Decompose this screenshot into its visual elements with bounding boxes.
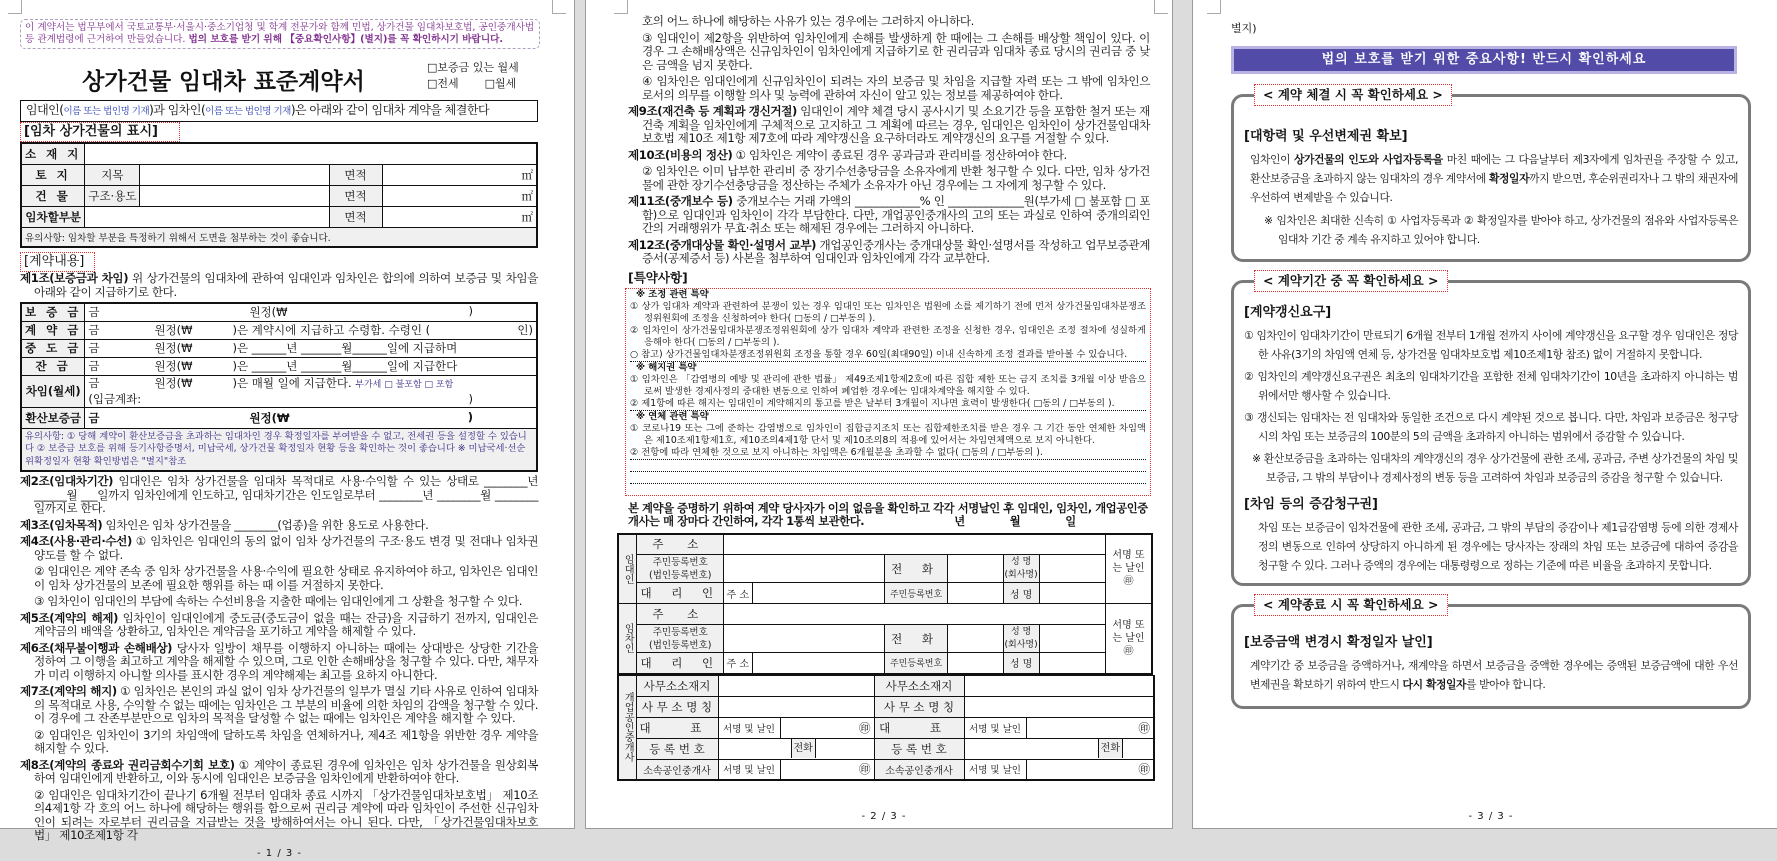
page-3 bbox=[1192, 0, 1777, 829]
box2-note: ※ 환산보증금을 초과하는 임대차의 계약갱신의 경우 상가건물에 관한 조세, 공과금, 주변 상가건물의 차임 및 보증금, 그 밖의 부담이나 경제사정의 변동 등을 고려하여 차임과 보증금의 증감을 청구할 수 있습니다. bbox=[1252, 452, 1738, 484]
box2-heading: [계약갱신요구] bbox=[1244, 305, 1332, 320]
special-terms-box[interactable] bbox=[625, 288, 1151, 496]
article-paragraph bbox=[20, 519, 538, 533]
payment-table: 보 증 금 금 원정(₩ ) 계 약 금 금 원정(₩ )은 계약시에 지급하고 수령함. 수령인 ( 인) 중 도 금 금 원정(₩ )은 ______년 _______월______일에 지급하며 잔 금 금 원정(₩ )은 ______년 _______월______일에 지급한다 차임(월세) 금 원정(₩ )은 매월 일에 지급한다. 부가세 □ 불포함 □ 포함 (입금계좌: ) 환산보증금 금 원정(₩ ) 유의사항: ① 당해 계약이 환산보증금을 초과하는 임대차인 경우 확정일자를 부여받을 수 없고, 전세권 등을 설정할 수 있습니다 ② 보증금 보호를 위해 등기사항증명서, 미납국세, 상가건물 확정일자 현황 등을 확인하는 것이 좋습니다 ※ 미납국세·선순위확정일자 현황 확인방법은 "별지"참조 bbox=[20, 302, 538, 472]
location-field[interactable] bbox=[85, 143, 537, 164]
payment-note: 유의사항: ① 당해 계약이 환산보증금을 초과하는 임대차인 경우 확정일자를 부여받을 수 없고, 전세권 등을 설정할 수 있습니다 ② 보증금 보호를 위해 등기사항증명서, 미납국세, 상가건물 확정일자 현황 등을 확인하는 것이 좋습니다 ※ 미납국세·선순위확정일자 현황 확인방법은 "별지"참조 bbox=[21, 428, 537, 471]
article-heading: 제12조(중개대상물 확인·설명서 교부) bbox=[628, 237, 817, 252]
contract-type-options bbox=[427, 60, 539, 92]
blank-special-line[interactable] bbox=[630, 471, 1146, 483]
articles-8-12 bbox=[628, 12, 1150, 266]
tenant-address-field[interactable] bbox=[724, 604, 1106, 625]
article-text: 임대인이 계약 체결 당시 공사시기 및 소요기간 등을 포함한 철거 또는 재건축 계획을 임차인에게 구체적으로 고지하고 그 계획에 따르는 경우, 임대인은 임차인이 상가건물임대차보호법 제10조 제1항 제7호에 따라 계약갱신을 요구하더라도 계약갱신의 요구를 거절할 수 있다. bbox=[642, 104, 1150, 145]
article-paragraph bbox=[628, 149, 1150, 163]
closing-statement: 본 계약을 증명하기 위하여 계약 당사자가 이의 없음을 확인하고 각각 서명날인 후 임대인, 임차인, 개업공인중개사는 매 장마다 간인하여, 각각 1통씩 보관한다. 년 월 일 bbox=[628, 501, 1148, 528]
tenant-seal[interactable]: 서명 또는 날인㊞ bbox=[1105, 604, 1152, 674]
option-deposit-monthly[interactable]: □보증금 있는 월세 bbox=[427, 60, 519, 74]
signature-table: 임대인 주 소 서명 또는 날인㊞ 주민등록번호 (법인등록번호) 전 화 성 명 (회사명) 대 리 인 주 소 주민등록번호 성 명 임차인 주 소 서명 또는 날인㊞ 주민등록번호 (법인등록번호) 전 화 성 명 (회사명) 대 리 인 주 소 주민등록번호 성 명 개업공인중개사 사무소소재지 사무소소재지 사 무 소 명 칭 사 무 소 명 칭 대 표 서명 및 날인 ㊞ 대 표 서명 및 날인 ㊞ 등 록 번 호 전화 등 록 번 호 전화 소속공인중개사 서명 및 날인 ㊞ 소속공인중개사 서명 및 날인 ㊞ bbox=[617, 533, 1153, 782]
article-paragraph bbox=[20, 685, 538, 726]
article-paragraph bbox=[20, 535, 538, 562]
broker2-assoc-seal[interactable]: ㊞ bbox=[1026, 759, 1154, 780]
legal-notice: 이 계약서는 법무부에서 국토교통부·서울시·중소기업청 및 학계 전문가와 함께 민법, 상가건물 임대차보호법, 공인중개사법 등 관계법령에 근거하여 만들었습니다. 법의 보호를 받기 위해 【중요확인사항】(별지)를 꼭 확인하시기 바랍니다. bbox=[20, 19, 540, 49]
landlord-agent-address[interactable] bbox=[752, 583, 885, 604]
broker1-rep-seal[interactable]: ㊞ bbox=[780, 717, 874, 738]
broker2-rep-seal[interactable]: ㊞ bbox=[1026, 717, 1154, 738]
article-heading: 제9조(재건축 등 계획과 갱신거절) bbox=[628, 104, 797, 118]
article-paragraph bbox=[20, 642, 538, 683]
intro-line: 임대인(이름 또는 법인명 기재)과 임차인(이름 또는 법인명 기재)은 아래와 같이 임대차 계약을 체결한다 bbox=[20, 100, 538, 122]
landlord-id-field[interactable] bbox=[724, 555, 885, 583]
tenant-phone-field[interactable] bbox=[947, 625, 1003, 653]
article-text: ① 임차인은 계약이 종료된 경우 공과금과 관리비를 정산하여야 한다. bbox=[732, 147, 1067, 162]
broker2-office-address[interactable] bbox=[964, 675, 1154, 696]
article-heading: 제5조(계약의 해제) bbox=[20, 610, 118, 625]
leased-area-field[interactable]: ㎡ bbox=[382, 206, 537, 227]
landlord-agent-name[interactable] bbox=[1039, 583, 1105, 604]
article-paragraph bbox=[628, 32, 1150, 73]
article-heading: 제10조(비용의 정산) bbox=[628, 147, 733, 162]
landlord-seal[interactable]: 서명 또는 날인㊞ bbox=[1105, 534, 1152, 604]
landlord-agent-id[interactable] bbox=[947, 583, 1003, 604]
option-monthly[interactable]: □월세 bbox=[484, 76, 517, 90]
article-text: ① 임차인은 임대인의 동의 없이 임차 상가건물의 구조·용도 변경 및 전대나 임차권 양도를 할 수 없다. bbox=[34, 534, 538, 562]
special-term-item: ② 임차인이 상가건물임대차분쟁조정위원회에 상가 임대차 계약과 관련한 조정을 신청한 경우, 임대인은 조정 절차에 성실하게 응해야 한다( □동의 / □부동의 ). bbox=[630, 324, 1146, 348]
middle-payment-field[interactable]: 금 원정(₩ )은 ______년 _______월______일에 지급하며 bbox=[85, 339, 537, 357]
broker1-assoc-seal[interactable]: ㊞ bbox=[780, 759, 874, 780]
box1-paragraph: 임차인이 상가건물의 인도와 사업자등록을 마친 때에는 그 다음날부터 제3자에게 임차권을 주장할 수 있고, 환산보증금을 초과하지 않는 임대차의 경우 계약서에 확정일자까지 받으면, 후순위권리자나 그 밖의 채권자에 우선하여 변제받을 수 있습니다. bbox=[1250, 153, 1738, 204]
special-term-group bbox=[630, 289, 1146, 361]
rent-field[interactable]: 금 원정(₩ )은 매월 일에 지급한다. 부가세 □ 불포함 □ 포함 (입금계좌: ) bbox=[85, 375, 537, 407]
article-heading: 제8조(계약의 종료와 권리금회수기회 보호) bbox=[20, 757, 235, 772]
annex-label: 별지) bbox=[1231, 22, 1257, 35]
special-term-group bbox=[630, 361, 1146, 410]
landlord-phone-field[interactable] bbox=[947, 555, 1003, 583]
special-term-heading: ※ 해지권 특약 bbox=[636, 361, 697, 373]
broker1-office-address[interactable] bbox=[718, 675, 874, 696]
article-text: ② 임대인은 임차인이 3기의 차임액에 달하도록 차임을 연체하거나, 제4조 제1항을 위반한 경우 계약을 해지할 수 있다. bbox=[34, 727, 538, 755]
box2-item: ② 임차인의 계약갱신요구권은 최초의 임대차기간을 포함한 전체 임대차기간이 10년을 초과하지 아니하는 범위에서만 행사할 수 있습니다. bbox=[1244, 370, 1738, 402]
box-contract-period bbox=[1231, 273, 1751, 586]
land-type-field[interactable] bbox=[140, 164, 329, 185]
article-heading: 제4조(사용·관리·수선) bbox=[20, 534, 132, 548]
article-text: ② 임차인은 이미 납부한 관리비 중 장기수선충당금을 소유자에게 반환 청구할 수 있다. 다만, 임차 상가건물에 관한 장기수선충당금을 정산하는 주체가 소유자가 아닌 경우에는 그 자에게 청구할 수 있다. bbox=[642, 164, 1150, 192]
article-text: 당사자 일방이 채무를 이행하지 아니하는 때에는 상대방은 상당한 기간을 정하여 그 이행을 최고하고 계약을 해제할 수 있으며, 그로 인한 손해배상을 청구할 수 있다. 다만, 채무자가 미리 이행하지 아니할 의사를 표시한 경우의 계약해제는 최고를 요하지 아니한다. bbox=[34, 640, 538, 682]
tenant-agent-name[interactable] bbox=[1039, 653, 1105, 674]
article-text: ② 임대인은 계약 존속 중 임차 상가건물을 사용·수익에 필요한 상태로 유지하여야 하고, 임차인은 임대인이 임차 상가건물의 보존에 필요한 행위를 하는 때 이를 거절하지 못한다. bbox=[34, 564, 538, 592]
article-paragraph bbox=[20, 595, 538, 609]
title-row bbox=[20, 55, 539, 96]
building-use-field[interactable] bbox=[140, 185, 329, 206]
article-paragraph bbox=[20, 612, 538, 639]
article-text: 개업공인중개사는 중개대상물 확인·설명서를 작성하고 업무보증관계증서(공제증서 등) 사본을 첨부하여 임대인과 임차인에게 각각 교부한다. bbox=[642, 237, 1150, 265]
special-term-item: ① 임차인은 「감염병의 예방 및 관리에 관한 법률」 제49조제1항제2호에 따른 집합 제한 또는 금지 조치를 3개월 이상 받음으로써 발생한 경제사정의 중대한 변동으로 인하여 폐업한 경우에는 임대차계약을 해지할 수 있다. bbox=[630, 373, 1146, 397]
balance-payment-field[interactable]: 금 원정(₩ )은 ______년 _______월______일에 지급한다 bbox=[85, 357, 537, 375]
article-paragraph bbox=[20, 759, 538, 786]
box2-paragraph: 차임 또는 보증금이 임차건물에 관한 조세, 공과금, 그 밖의 부담의 증감이나 제1급감염병 등에 의한 경제사정의 변동으로 인하여 상당하지 아니하게 된 경우에는 당사자는 장래의 차임 또는 보증금에 대하여 증감을 청구할 수 있다. 그러나 증액의 경우에는 대통령령으로 정하는 기준에 따른 비율을 초과하지 못합니다. bbox=[1258, 521, 1738, 572]
section-property-title: [임차 상가건물의 표시] bbox=[20, 122, 180, 142]
deposit-field[interactable]: 금 원정(₩ ) bbox=[85, 303, 537, 321]
special-term-heading: ※ 조정 관련 특약 bbox=[636, 288, 709, 300]
tenant-name-field[interactable] bbox=[1039, 625, 1105, 653]
broker2-reg-no[interactable]: 전화 bbox=[964, 738, 1154, 759]
article-text: ① 임차인은 본인의 과실 없이 임차 상가건물의 일부가 멸실 기타 사유로 인하여 임대차의 목적대로 사용, 수익할 수 없는 때에는 임차인은 그 부분의 비율에 의한 차임의 감액을 청구할 수 있다. 이 경우에 그 잔존부분만으로 임차의 목적을 달성할 수 없는 때에는 임차인은 계약을 해지할 수 있다. bbox=[34, 684, 538, 725]
box3-heading: [보증금액 변경시 확정일자 날인] bbox=[1244, 635, 1433, 650]
broker2-office-name[interactable] bbox=[964, 696, 1154, 717]
article-paragraph bbox=[628, 239, 1150, 266]
blank-special-line[interactable] bbox=[630, 459, 1146, 471]
box2-label: < 계약기간 중 꼭 확인하세요 > bbox=[1254, 270, 1448, 292]
box2-item: ① 임차인이 임대차기간이 만료되기 6개월 전부터 1개월 전까지 사이에 계약갱신을 요구할 경우 임대인은 정당한 사유(3기의 차임액 연체 등, 상가건물 임대차보호법 제10조제1항 참조) 없이 거절하지 못합니다. bbox=[1244, 329, 1738, 361]
article-paragraph bbox=[20, 475, 538, 516]
article-paragraph bbox=[628, 75, 1150, 102]
box3-paragraph: 계약기간 중 보증금을 증액하거나, 재계약을 하면서 보증금을 증액한 경우에는 증액된 보증금액에 대한 우선변제권을 확보하기 위하여 반드시 다시 확정일자를 받아야 합니다. bbox=[1250, 659, 1738, 691]
special-term-heading: ※ 연체 관련 특약 bbox=[636, 410, 709, 422]
article-paragraph bbox=[628, 195, 1150, 236]
article-text: 임대인은 임차 상가건물을 임대차 목적대로 사용·수익할 수 있는 상태로 ________년 ______월 ___일까지 임차인에게 인도하고, 임대차기간은 인도일로부터 ________년 ________월 ________일까지로 한다. bbox=[34, 474, 538, 515]
special-term-item: ② 전항에 따라 연체한 것으로 보지 아니하는 차임액은 6개월분을 초과할 수 없다( □동의 / □부동의 ). bbox=[630, 446, 1043, 458]
article-text: ① 계약이 종료된 경우에 임차인은 임차 상가건물을 원상회복하여 임대인에게 반환하고, 이와 동시에 임대인은 보증금을 임차인에게 반환하여야 한다. bbox=[34, 757, 538, 785]
article-paragraph bbox=[20, 565, 538, 592]
article-text: ④ 임차인은 임대인에게 신규임차인이 되려는 자의 보증금 및 차임을 지급할 자력 또는 그 밖에 임차인으로서의 의무를 이행할 의사 및 능력에 관하여 자신이 알고 있는 정보를 제공하여야 한다. bbox=[642, 74, 1150, 102]
box-contract-signing bbox=[1231, 87, 1751, 262]
page-number: - 1 / 3 - bbox=[256, 847, 303, 859]
article-heading: 제7조(계약의 해지) bbox=[20, 684, 117, 698]
special-terms-title: [특약사항] bbox=[628, 269, 688, 285]
broker1-office-name[interactable] bbox=[718, 696, 874, 717]
special-term-item: ② 제1항에 따른 해지는 임대인이 계약해지의 통고를 받은 날부터 3개월이 지나면 효력이 발생한다( □동의 / □부동의 ). bbox=[630, 397, 1115, 409]
box3-label: < 계약종료 시 꼭 확인하세요 > bbox=[1254, 594, 1448, 616]
broker1-reg-no[interactable]: 전화 bbox=[718, 738, 874, 759]
page-number: - 3 / 3 - bbox=[1468, 811, 1514, 822]
landlord-address-field[interactable] bbox=[724, 534, 1106, 555]
converted-deposit-field[interactable]: 금 원정(₩ ) bbox=[85, 407, 537, 428]
box1-note: ※ 임차인은 최대한 신속히 ① 사업자등록과 ② 확정일자를 받아야 하고, 상가건물의 점유와 사업자등록은 임대차 기간 중 계속 유지하고 있어야 합니다. bbox=[1264, 214, 1738, 246]
landlord-name-field[interactable] bbox=[1039, 555, 1105, 583]
article-heading: 제11조(중개보수 등) bbox=[628, 194, 733, 208]
property-table: 소 재 지 토 지 지목 면적 ㎡ 건 물 구조·용도 면적 ㎡ 임차할부분 면적 ㎡ 유의사항: 임차할 부분을 특정하기 위해서 도면을 첨부하는 것이 좋습니다. bbox=[20, 142, 538, 248]
article-text: 호의 어느 하나에 해당하는 사유가 있는 경우에는 그러하지 아니하다. bbox=[642, 14, 974, 28]
article-text: ③ 임대인이 제2항을 위반하여 임차인에게 손해를 발생하게 한 때에는 그 손해를 배상할 책임이 있다. 이 경우 그 손해배상액은 신규임차인이 임차인에게 지급하기로 한 권리금과 임대차 종료 당시의 권리금 중 낮은 금액을 넘지 못한다. bbox=[642, 30, 1150, 72]
contract-payment-field[interactable]: 금 원정(₩ )은 계약시에 지급하고 수령함. 수령인 ( 인) bbox=[85, 321, 537, 339]
tenant-agent-id[interactable] bbox=[947, 653, 1003, 674]
article-1: 제1조(보증금과 차임) 위 상가건물의 임대차에 관하여 임대인과 임차인은 합의에 의하여 보증금 및 차임을 아래와 같이 지급하기로 한다. bbox=[20, 271, 539, 299]
blank-special-line[interactable] bbox=[630, 483, 1146, 495]
article-text: 임차인이 임대인에게 중도금(중도금이 없을 때는 잔금)을 지급하기 전까지, 임대인은 계약금의 배액을 상환하고, 임차인은 계약금을 포기하고 계약을 해제할 수 있다. bbox=[34, 610, 538, 638]
land-area-field[interactable]: ㎡ bbox=[382, 164, 537, 185]
property-note: 유의사항: 임차할 부분을 특정하기 위해서 도면을 첨부하는 것이 좋습니다. bbox=[21, 227, 537, 247]
page-number: - 2 / 3 - bbox=[861, 811, 907, 822]
article-paragraph bbox=[20, 789, 538, 843]
article-heading: 제2조(임대차기간) bbox=[20, 474, 114, 488]
special-term-item: ① 코로나19 또는 그에 준하는 감염병으로 임차인이 집합금지조치 또는 집합제한조치를 받은 경우 그 기간 동안 연체한 차임액은 제10조제1항제1호, 제10조의4제1항 단서 및 제10조의8의 적용에 있어서는 차임연체액으로 보지 아니한다. bbox=[630, 422, 1146, 446]
important-banner: 법의 보호를 받기 위한 중요사항! 반드시 확인하세요 bbox=[1231, 46, 1737, 74]
option-jeonse[interactable]: □전세 bbox=[427, 76, 459, 90]
box1-label: < 계약 체결 시 꼭 확인하세요 > bbox=[1254, 84, 1452, 106]
leased-part-field[interactable] bbox=[85, 206, 329, 227]
box-contract-end bbox=[1231, 597, 1751, 709]
special-term-item: ① 상가 임대차 계약과 관련하여 분쟁이 있는 경우 임대인 또는 임차인은 법원에 소를 제기하기 전에 먼저 상가건물임대차분쟁조정위원회에 조정을 신청하여야 한다( □동의 / □부동의 ). bbox=[630, 300, 1146, 324]
article-paragraph bbox=[628, 105, 1150, 146]
vat-options[interactable]: 부가세 □ 불포함 □ 포함 bbox=[355, 380, 454, 390]
section-contract-title: [계약내용] bbox=[20, 252, 95, 272]
article-paragraph bbox=[20, 729, 538, 756]
special-term-item: ○ 참고) 상가건물임대차분쟁조정위원회 조정을 통할 경우 60일(최대90일) 이내 신속하게 조정 결과를 받아볼 수 있습니다. bbox=[630, 348, 1128, 360]
special-term-group bbox=[630, 410, 1146, 459]
tenant-agent-address[interactable] bbox=[752, 653, 885, 674]
article-heading: 제6조(채무불이행과 손해배상) bbox=[20, 640, 173, 655]
box1-heading: [대항력 및 우선변제권 확보] bbox=[1244, 129, 1408, 144]
article-text: 임차인은 임차 상가건물을 ________(업종)을 위한 용도로 사용한다. bbox=[102, 517, 429, 532]
building-area-field[interactable]: ㎡ bbox=[382, 185, 537, 206]
article-heading: 제3조(임차목적) bbox=[20, 517, 103, 532]
document-title: 상가건물 임대차 표준계약서 bbox=[82, 69, 365, 95]
article-text: ③ 임차인이 임대인의 부담에 속하는 수선비용을 지출한 때에는 임대인에게 그 상환을 청구할 수 있다. bbox=[34, 594, 522, 608]
tenant-id-field[interactable] bbox=[724, 625, 885, 653]
box2-heading-2: [차임 등의 증감청구권] bbox=[1244, 497, 1378, 512]
articles-2-8 bbox=[20, 472, 538, 843]
article-text: ② 임대인은 임대차기간이 끝나기 6개월 전부터 임대차 종료 시까지 「상가건물임대차보호법」 제10조의4제1항 각 호의 어느 하나에 해당하는 행위를 함으로써 권리금 계약에 따라 임차인이 주선한 신규임차인이 되려는 자로부터 권리금을 지급받는 것을 방해하여서는 아니 된다. 다만, 「상가건물임대차보호법」 제10조제1항 각 bbox=[34, 787, 538, 842]
article-paragraph bbox=[628, 15, 1150, 29]
article-text: 중개보수는 거래 가액의 ____________% 인 ______________원(부가세 □ 불포함 □ 포함)으로 임대인과 임차인이 각각 부담한다. 다만, 개업공인중개사의 고의 또는 과실로 인하여 중개의뢰인간의 거래행위가 무효·취소 또는 해제된 경우에는 그러하지 아니하다. bbox=[642, 194, 1150, 235]
box2-item: ③ 갱신되는 임대차는 전 임대차와 동일한 조건으로 다시 계약된 것으로 봅니다. 다만, 차임과 보증금은 청구당시의 차임 또는 보증금의 100분의 5의 금액을 초과하지 아니하는 범위에서 증감할 수 있습니다. bbox=[1244, 411, 1738, 443]
article-paragraph bbox=[628, 165, 1150, 192]
page-1 bbox=[0, 0, 575, 859]
page-2 bbox=[585, 0, 1173, 829]
